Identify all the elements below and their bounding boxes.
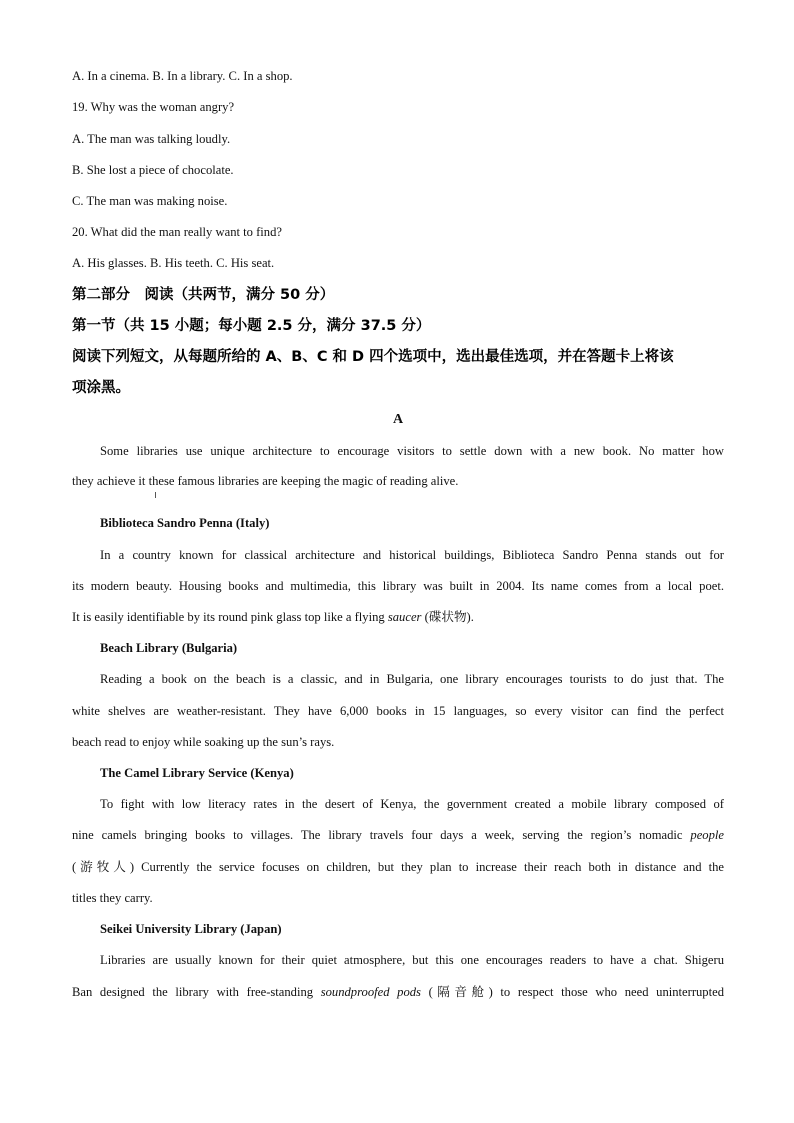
italy-line-3-text: It is easily identifiable by its round pink glass top like a flying [72,610,388,624]
kenya-line-2-text: nine camels bringing books to villages. The library travels four days a week, serving the region’s nomadic [72,828,691,842]
q19-option-a: A. The man was talking loudly. [72,132,231,146]
q19-option-b: B. She lost a piece of chocolate. [72,163,234,177]
kenya-line-1: To fight with low literacy rates in the desert of Kenya, the government created a mobile library composed of [100,797,724,811]
section-subtitle: 第一节（共 15 小题；每小题 2.5 分，满分 37.5 分） [72,318,431,334]
japan-line-2-rest: (隔音舱) to respect those who need uninterrupted [420,985,724,999]
bulgaria-line-3: beach read to enjoy while soaking up the sun’s rays. [72,735,335,749]
intro-line-2: they achieve it these famous libraries are keeping the magic of reading alive. [72,474,459,488]
intro-line-1: Some libraries use unique architecture to encourage visitors to settle down with a new book. No matter how [100,444,724,458]
italy-line-1: In a country known for classical architecture and historical buildings, Biblioteca Sandro Penna stands out for [100,548,724,562]
instruction-line-1: 阅读下列短文，从每题所给的 A、B、C 和 D 四个选项中，选出最佳选项，并在答题卡上将该 [72,349,674,365]
q18-options: A. In a cinema. B. In a library. C. In a shop. [72,69,293,83]
library-heading-italy: Biblioteca Sandro Penna (Italy) [100,516,270,530]
soundproofed-pods-term: soundproofed pods [320,985,421,999]
japan-line-2 [72,982,724,1002]
saucer-term: saucer [387,610,422,624]
bulgaria-line-1: Reading a book on the beach is a classic, and in Bulgaria, one library encourages tourists to do just that. The [100,672,724,686]
kenya-line-3: (游牧人) Currently the service focuses on children, but they plan to increase their reach both in distance and the [72,860,724,874]
people-term: people [690,828,724,842]
library-heading-japan: Seikei University Library (Japan) [100,922,282,936]
q19-stem: 19. Why was the woman angry? [72,100,235,114]
italy-line-2: its modern beauty. Housing books and multimedia, this library was built in 2004. Its name comes from a local poet. [72,579,724,593]
italy-line-3 [72,607,724,627]
q20-stem: 20. What did the man really want to find? [72,225,282,239]
kenya-line-4: titles they carry. [72,891,153,905]
bulgaria-line-2: white shelves are weather-resistant. They have 6,000 books in 15 languages, so every visitor can find the perfect [72,704,724,718]
instruction-line-2: 项涂黑。 [72,380,130,396]
stray-mark [155,492,156,498]
q19-option-c: C. The man was making noise. [72,194,228,208]
japan-line-2-text: Ban designed the library with free-standing [72,985,321,999]
q20-options: A. His glasses. B. His teeth. C. His seat. [72,256,275,270]
passage-label: A [392,412,404,427]
japan-line-1: Libraries are usually known for their quiet atmosphere, but this one encourages readers to have a chat. Shigeru [100,953,724,967]
part-title: 第二部分 阅读（共两节，满分 50 分） [72,287,335,303]
library-heading-kenya: The Camel Library Service (Kenya) [100,766,294,780]
saucer-gloss: (碟状物). [421,610,474,624]
library-heading-bulgaria: Beach Library (Bulgaria) [100,641,238,655]
kenya-line-2 [72,825,724,845]
